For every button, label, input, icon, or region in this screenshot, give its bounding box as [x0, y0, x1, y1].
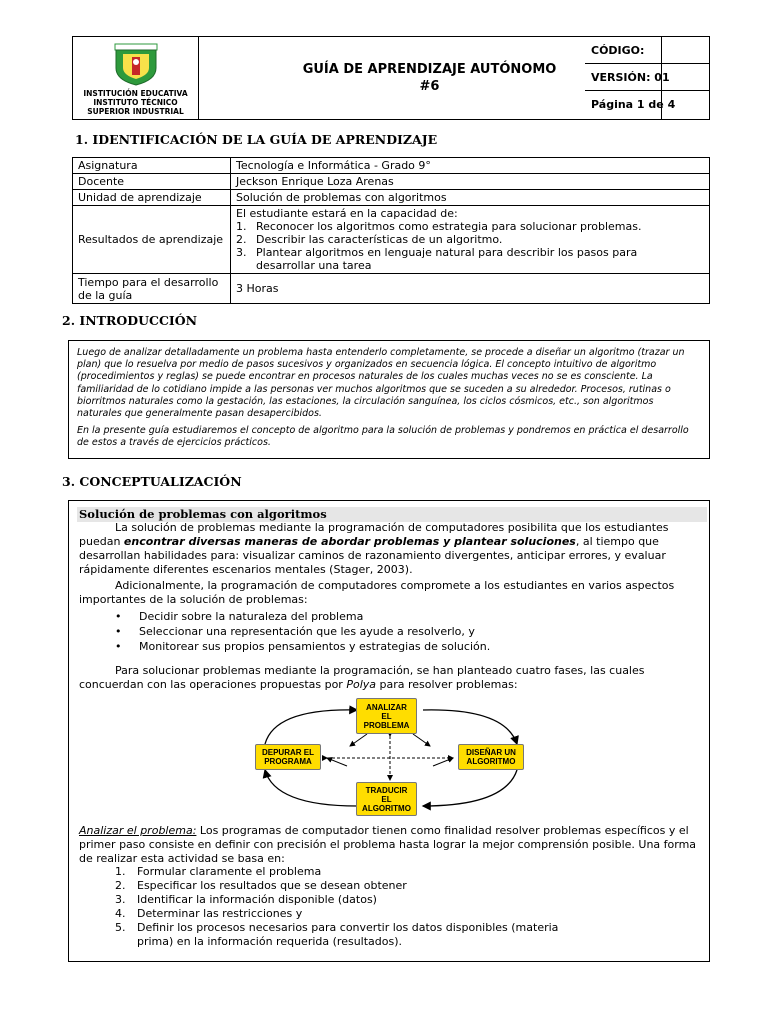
table-row	[73, 190, 710, 206]
institution-name: INSTITUCIÓN EDUCATIVA INSTITUTO TÉCNICO SUPERIOR INDUSTRIAL	[83, 89, 188, 116]
header-table	[72, 36, 710, 120]
logo-cell	[73, 37, 199, 119]
row-value: Solución de problemas con algoritmos	[231, 190, 710, 206]
row-key: Resultados de aprendizaje	[73, 206, 231, 274]
row-value: Tecnología e Informática - Grado 9°	[231, 158, 710, 174]
school-crest-logo	[111, 42, 161, 86]
paragraph: Analizar el problema: Los programas de computador tienen como finalidad resolver problemas específicos y el primer paso consiste en definir con precisión el problema hasta lograr la mejor comprensión posible. Una forma de realizar esta actividad se basa en:	[79, 824, 697, 865]
list-item: prima) en la información requerida (resultados).	[137, 935, 403, 948]
row-key: Asignatura	[73, 158, 231, 174]
list-item: 1. Formular claramente el problema	[115, 865, 322, 878]
codigo-label: CÓDIGO:	[585, 37, 709, 64]
list-item: 5. Definir los procesos necesarios para convertir los datos disponibles (materia	[115, 921, 559, 934]
paragraph: La solución de problemas mediante la programación de computadores posibilita que los estudiantes puedan encontrar diversas maneras de abordar problemas y plantear soluciones, al tiempo que desarrollan habilidades para: visualizar caminos de razonamiento divergentes, anticipar errores, y evaluar rápidamente diferentes escenarios mentales (Stager, 2003).	[79, 521, 669, 576]
page-number: Página 1 de 4	[591, 98, 676, 111]
conceptualization-box	[68, 500, 710, 962]
row-value: Jeckson Enrique Loza Arenas	[231, 174, 710, 190]
list-item: • Seleccionar una representación que les ayude a resolverlo, y	[115, 625, 475, 638]
introduction-box	[68, 340, 710, 459]
document-title: GUÍA DE APRENDIZAJE AUTÓNOMO #6	[302, 62, 557, 94]
node-analizar: ANALIZAR EL PROBLEMA	[356, 698, 417, 734]
node-traducir: TRADUCIR EL ALGORITMO	[356, 782, 417, 816]
row-key: Docente	[73, 174, 231, 190]
table-row	[73, 206, 710, 274]
list-item: 3. Identificar la información disponible (datos)	[115, 893, 377, 906]
polya-cycle-diagram	[255, 698, 525, 816]
paragraph: Para solucionar problemas mediante la programación, se han planteado cuatro fases, las cuales concuerdan con las operaciones propuestas por Polya para resolver problemas:	[79, 664, 645, 691]
table-row	[73, 174, 710, 190]
list-item: desarrollar una tarea	[256, 259, 372, 272]
identification-table	[72, 157, 710, 304]
node-disenar: DISEÑAR UN ALGORITMO	[458, 744, 524, 770]
table-row	[73, 158, 710, 174]
list-item: 1. Reconocer los algoritmos como estrategia para solucionar problemas.	[236, 220, 642, 233]
list-item: • Decidir sobre la naturaleza del problema	[115, 610, 364, 623]
list-item: 4. Determinar las restricciones y	[115, 907, 303, 920]
subsection-title: Solución de problemas con algoritmos	[77, 507, 707, 522]
list-item: 2. Describir las características de un algoritmo.	[236, 233, 503, 246]
row-key: Tiempo para el desarrollo de la guía	[73, 274, 231, 304]
version-label: VERSIÓN: 01	[585, 64, 709, 91]
section-1-title: 1. IDENTIFICACIÓN DE LA GUÍA DE APRENDIZAJE	[75, 132, 438, 147]
learning-outcomes: El estudiante estará en la capacidad de: 1. Reconocer los algoritmos como estrategia para solucionar problemas. 2. Describir las características de un algoritmo. 3. Plantear algoritmos en lenguaje natural para describir los pasos para desarrollar una tarea	[231, 206, 710, 274]
node-depurar: DEPURAR EL PROGRAMA	[255, 744, 321, 770]
paragraph: Adicionalmente, la programación de computadores compromete a los estudiantes en varios aspectos importantes de la solución de problemas:	[79, 579, 675, 606]
section-2-title: 2. INTRODUCCIÓN	[62, 313, 198, 328]
intro-paragraph: Luego de analizar detalladamente un problema hasta entenderlo completamente, se procede a diseñar un algoritmo (trazar un plan) que lo resuelva por medio de pasos sucesivos y organizados en secuencia lógica. El concepto intuitivo de algoritmo (procedimientos y reglas) se puede encontrar en procesos naturales de los cuales muchas veces no se es consciente. La familiaridad de lo cotidiano impide a las personas ver muchos algoritmos que se suceden a su alrededor. Procesos, rutinas o biorritmos naturales como la gestación, las estaciones, la circulación sanguínea, los ciclos cósmicos, etc., son algoritmos naturales que generalmente pasan desapercibidos.	[77, 347, 685, 420]
list-item: 2. Especificar los resultados que se desean obtener	[115, 879, 407, 892]
intro-paragraph: En la presente guía estudiaremos el concepto de algoritmo para la solución de problemas y pondremos en práctica el desarrollo de estos a través de ejercicios prácticos.	[77, 425, 689, 449]
table-row	[73, 274, 710, 304]
section-3-title: 3. CONCEPTUALIZACIÓN	[62, 474, 242, 489]
list-item: • Monitorear sus propios pensamientos y estrategias de solución.	[115, 640, 491, 653]
row-value: 3 Horas	[231, 274, 710, 304]
list-item: 3. Plantear algoritmos en lenguaje natural para describir los pasos para	[236, 246, 638, 259]
row-key: Unidad de aprendizaje	[73, 190, 231, 206]
document-meta	[585, 37, 709, 119]
